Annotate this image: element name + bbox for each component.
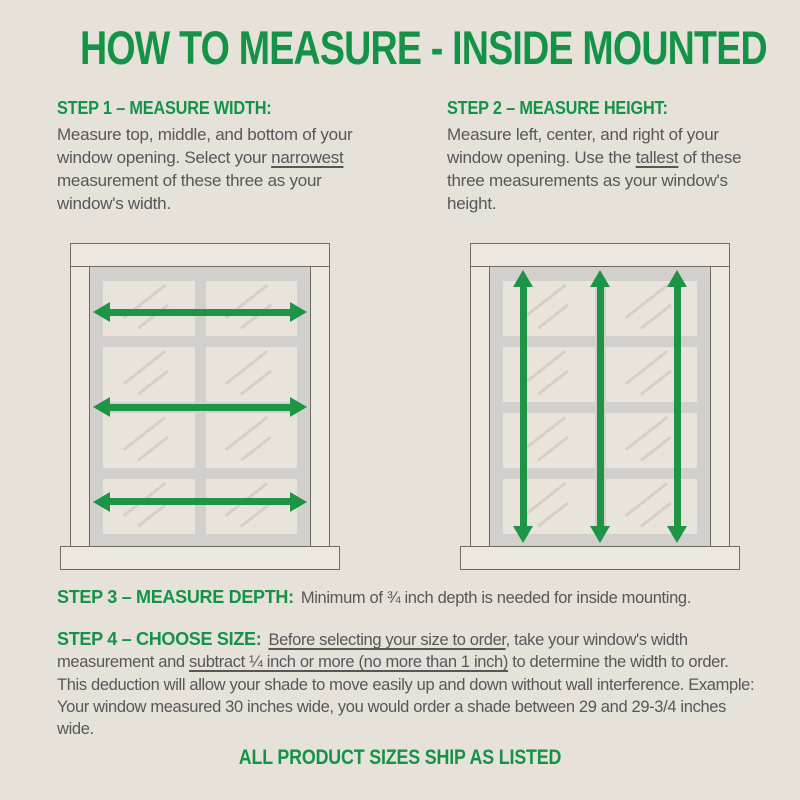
step4-underlined-phrase: subtract ¼ inch or more (no more than 1 inch) — [188, 653, 508, 672]
window-pane — [103, 347, 195, 402]
step4-underlined-phrase: Before selecting your size to order — [268, 631, 506, 649]
window-lintel — [70, 243, 330, 267]
page-title: HOW TO MEASURE - INSIDE MOUNTED — [80, 21, 767, 74]
width-measure-diagram — [60, 243, 340, 570]
window-pane — [503, 347, 595, 402]
horizontal-measure-arrow-icon — [109, 404, 291, 411]
step1-body-segment: measurement of these three as your window's width. — [57, 170, 322, 213]
step1-section — [57, 97, 379, 216]
step2-heading: STEP 2 – MEASURE HEIGHT: — [447, 97, 668, 118]
step4-heading: STEP 4 – CHOOSE SIZE: — [57, 629, 262, 649]
window-opening — [490, 267, 710, 546]
step1-heading: STEP 1 – MEASURE WIDTH: — [57, 97, 272, 118]
step1-body — [57, 124, 379, 216]
window-lintel — [470, 243, 730, 267]
window-pane — [206, 347, 298, 402]
window-right-jamb — [310, 266, 330, 547]
horizontal-measure-arrow-icon — [109, 309, 291, 316]
window-pane — [503, 413, 595, 468]
step4-text — [57, 627, 757, 740]
step1-body-segment: Measure top, middle, and bottom of your window opening. Select your — [57, 125, 353, 167]
vertical-measure-arrow-icon — [597, 286, 604, 527]
step2-section — [447, 97, 769, 216]
window-pane — [606, 347, 698, 402]
step3-heading: STEP 3 – MEASURE DEPTH: — [57, 587, 294, 607]
window-pane — [206, 479, 298, 534]
window-sill — [60, 546, 340, 570]
step2-underlined-word: tallest — [635, 147, 679, 167]
window-pane — [606, 281, 698, 336]
horizontal-measure-arrow-icon — [109, 498, 291, 505]
step1-underlined-word: narrowest — [271, 147, 344, 167]
window-left-jamb — [470, 266, 490, 547]
step2-body — [447, 124, 769, 216]
step4-body-segment: , take your window's width measurement and — [57, 631, 688, 672]
step4-body-segment: to determine the width to order. This deduction will allow your shade to move easily up and down without wall interference. Example: Your window measured 30 inches wide, you would order a shade between 29 and 29-3/4 inches wide. — [57, 653, 755, 739]
window-pane — [503, 281, 595, 336]
window-pane — [103, 479, 195, 534]
window-sill — [460, 546, 740, 570]
height-measure-diagram — [460, 243, 740, 570]
window-right-jamb — [710, 266, 730, 547]
window-opening — [90, 267, 310, 546]
window-pane — [206, 413, 298, 468]
window-pane — [103, 413, 195, 468]
step2-body-segment: of these three measurements as your window's height. — [447, 147, 742, 213]
step2-body-segment: Measure left, center, and right of your window opening. Use the — [447, 125, 719, 167]
window-pane — [606, 413, 698, 468]
step3-text — [57, 585, 757, 609]
vertical-measure-arrow-icon — [520, 286, 527, 527]
vertical-measure-arrow-icon — [674, 286, 681, 527]
step3-body: Minimum of ¾ inch depth is needed for inside mounting. — [300, 589, 691, 607]
footer-note: ALL PRODUCT SIZES SHIP AS LISTED — [238, 746, 562, 769]
window-left-jamb — [70, 266, 90, 547]
